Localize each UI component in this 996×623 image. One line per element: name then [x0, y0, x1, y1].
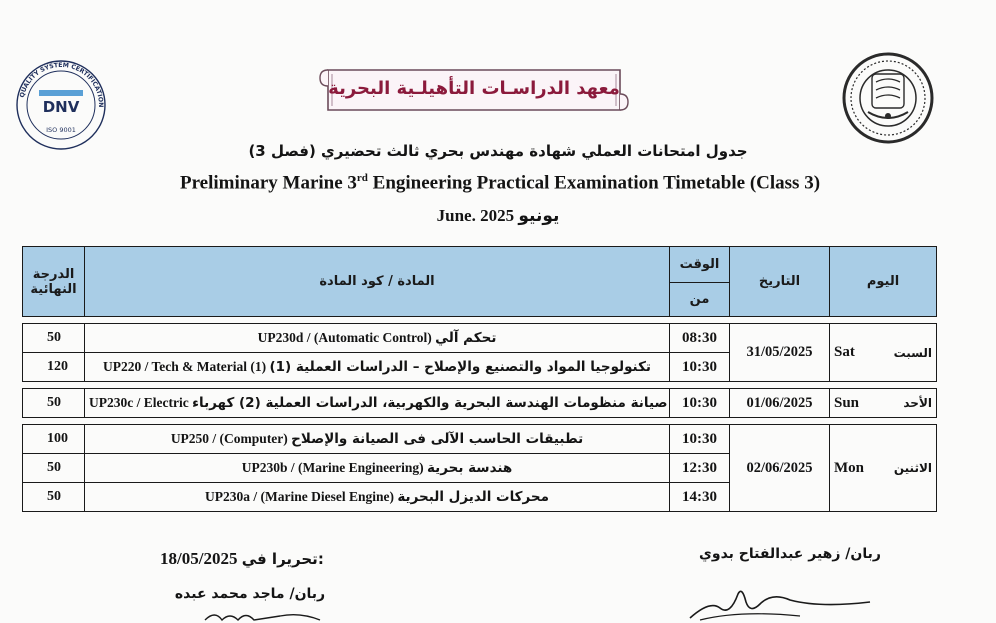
- header-time-from: من: [670, 283, 730, 317]
- day-ar: الأحد: [903, 396, 932, 410]
- exam-month: [300, 206, 696, 226]
- grade-cell: 100: [23, 425, 85, 454]
- subject-ar: تحكم آلي: [435, 330, 497, 346]
- subject-cell: [85, 483, 670, 512]
- issued-date: [160, 549, 360, 569]
- subject-cell: [85, 454, 670, 483]
- subject-cell: [85, 389, 670, 418]
- month-ar: يونيو: [518, 206, 560, 226]
- subject-ar: تكنولوجيا المواد والتصنيع والإصلاح – الدراسات العملية (1): [269, 359, 651, 375]
- subject-en: UP250 / (Computer): [170, 431, 288, 446]
- time-cell: 08:30: [670, 324, 730, 353]
- day-cell: [830, 425, 937, 512]
- grade-cell: 50: [23, 454, 85, 483]
- subject-en: UP220 / Tech & Material (1): [102, 359, 267, 374]
- header-grade: الدرجة النهائية: [23, 247, 85, 317]
- grade-cell: 50: [23, 483, 85, 512]
- dnv-certification-logo: [6, 50, 116, 160]
- subject-ar: تطبيقات الحاسب الآلى فى الصيانة والإصلاح: [291, 431, 584, 447]
- title-en-part2: Engineering Practical Examination Timetable (Class 3): [367, 172, 821, 194]
- time-cell: 10:30: [670, 425, 730, 454]
- subject-ar: هندسة بحرية: [426, 460, 513, 476]
- header-time: الوقت: [670, 247, 730, 283]
- date-cell: 02/06/2025: [730, 425, 830, 512]
- academy-emblem-logo: [838, 50, 938, 146]
- subject-cell: [85, 425, 670, 454]
- signer-right-name: ربان/ زهير عبدالفتاح بدوي: [699, 546, 881, 562]
- date-cell: 31/05/2025: [730, 324, 830, 382]
- signer-left-name: ربان/ ماجد محمد عبده: [174, 586, 326, 602]
- exam-timetable: [22, 246, 937, 512]
- dnv-logo-text: DNV: [42, 98, 80, 116]
- subject-cell: [85, 324, 670, 353]
- table-row: [23, 324, 937, 353]
- institute-name: معهد الدراسـات التأهيلـية البحرية: [328, 77, 620, 99]
- header-date: التاريخ: [730, 247, 830, 317]
- day-cell: [830, 324, 937, 382]
- signature-right: [680, 580, 880, 623]
- title-en-part1: Preliminary Marine 3: [179, 172, 357, 194]
- dnv-iso-text: ISO 9001: [46, 126, 76, 134]
- table-row: [23, 389, 937, 418]
- day-en: Mon: [834, 459, 864, 476]
- day-en: Sun: [834, 394, 860, 411]
- subject-en: UP230c / Electric: [89, 395, 189, 410]
- time-cell: 14:30: [670, 483, 730, 512]
- time-cell: 10:30: [670, 389, 730, 418]
- issued-date-value: 18/05/2025: [160, 549, 238, 568]
- title-english: [100, 172, 900, 194]
- grade-cell: 120: [23, 353, 85, 382]
- title-en-sup: rd: [356, 172, 368, 184]
- header-day: اليوم: [830, 247, 937, 317]
- subject-ar: محركات الديزل البحرية: [397, 489, 549, 505]
- subject-cell: [85, 353, 670, 382]
- day-ar: الاثنين: [893, 461, 932, 475]
- day-cell: [830, 389, 937, 418]
- day-ar: السبت: [893, 345, 932, 360]
- title-arabic: جدول امتحانات العملي شهادة مهندس بحري ثالث تحضيري (فصل 3): [248, 142, 748, 160]
- header-subject: المادة / كود المادة: [85, 247, 670, 317]
- issued-label: تحريرا في:: [241, 550, 324, 568]
- grade-cell: 50: [23, 324, 85, 353]
- subject-en: UP230a / (Marine Diesel Engine): [205, 489, 394, 504]
- time-cell: 12:30: [670, 454, 730, 483]
- time-cell: 10:30: [670, 353, 730, 382]
- month-en: June. 2025: [436, 206, 515, 225]
- date-cell: 01/06/2025: [730, 389, 830, 418]
- subject-en: UP230b / (Marine Engineering): [241, 460, 424, 475]
- subject-ar: صيانة منظومات الهندسة البحرية والكهربية، الدراسات العملية (2) كهرباء: [192, 395, 668, 411]
- day-en: Sat: [834, 344, 855, 360]
- table-row: [23, 425, 937, 454]
- grade-cell: 50: [23, 389, 85, 418]
- subject-en: UP230d / (Automatic Control): [257, 330, 432, 345]
- signature-left: [200, 608, 350, 623]
- dnv-ring-text: QUALITY SYSTEM CERTIFICATION: [18, 61, 105, 108]
